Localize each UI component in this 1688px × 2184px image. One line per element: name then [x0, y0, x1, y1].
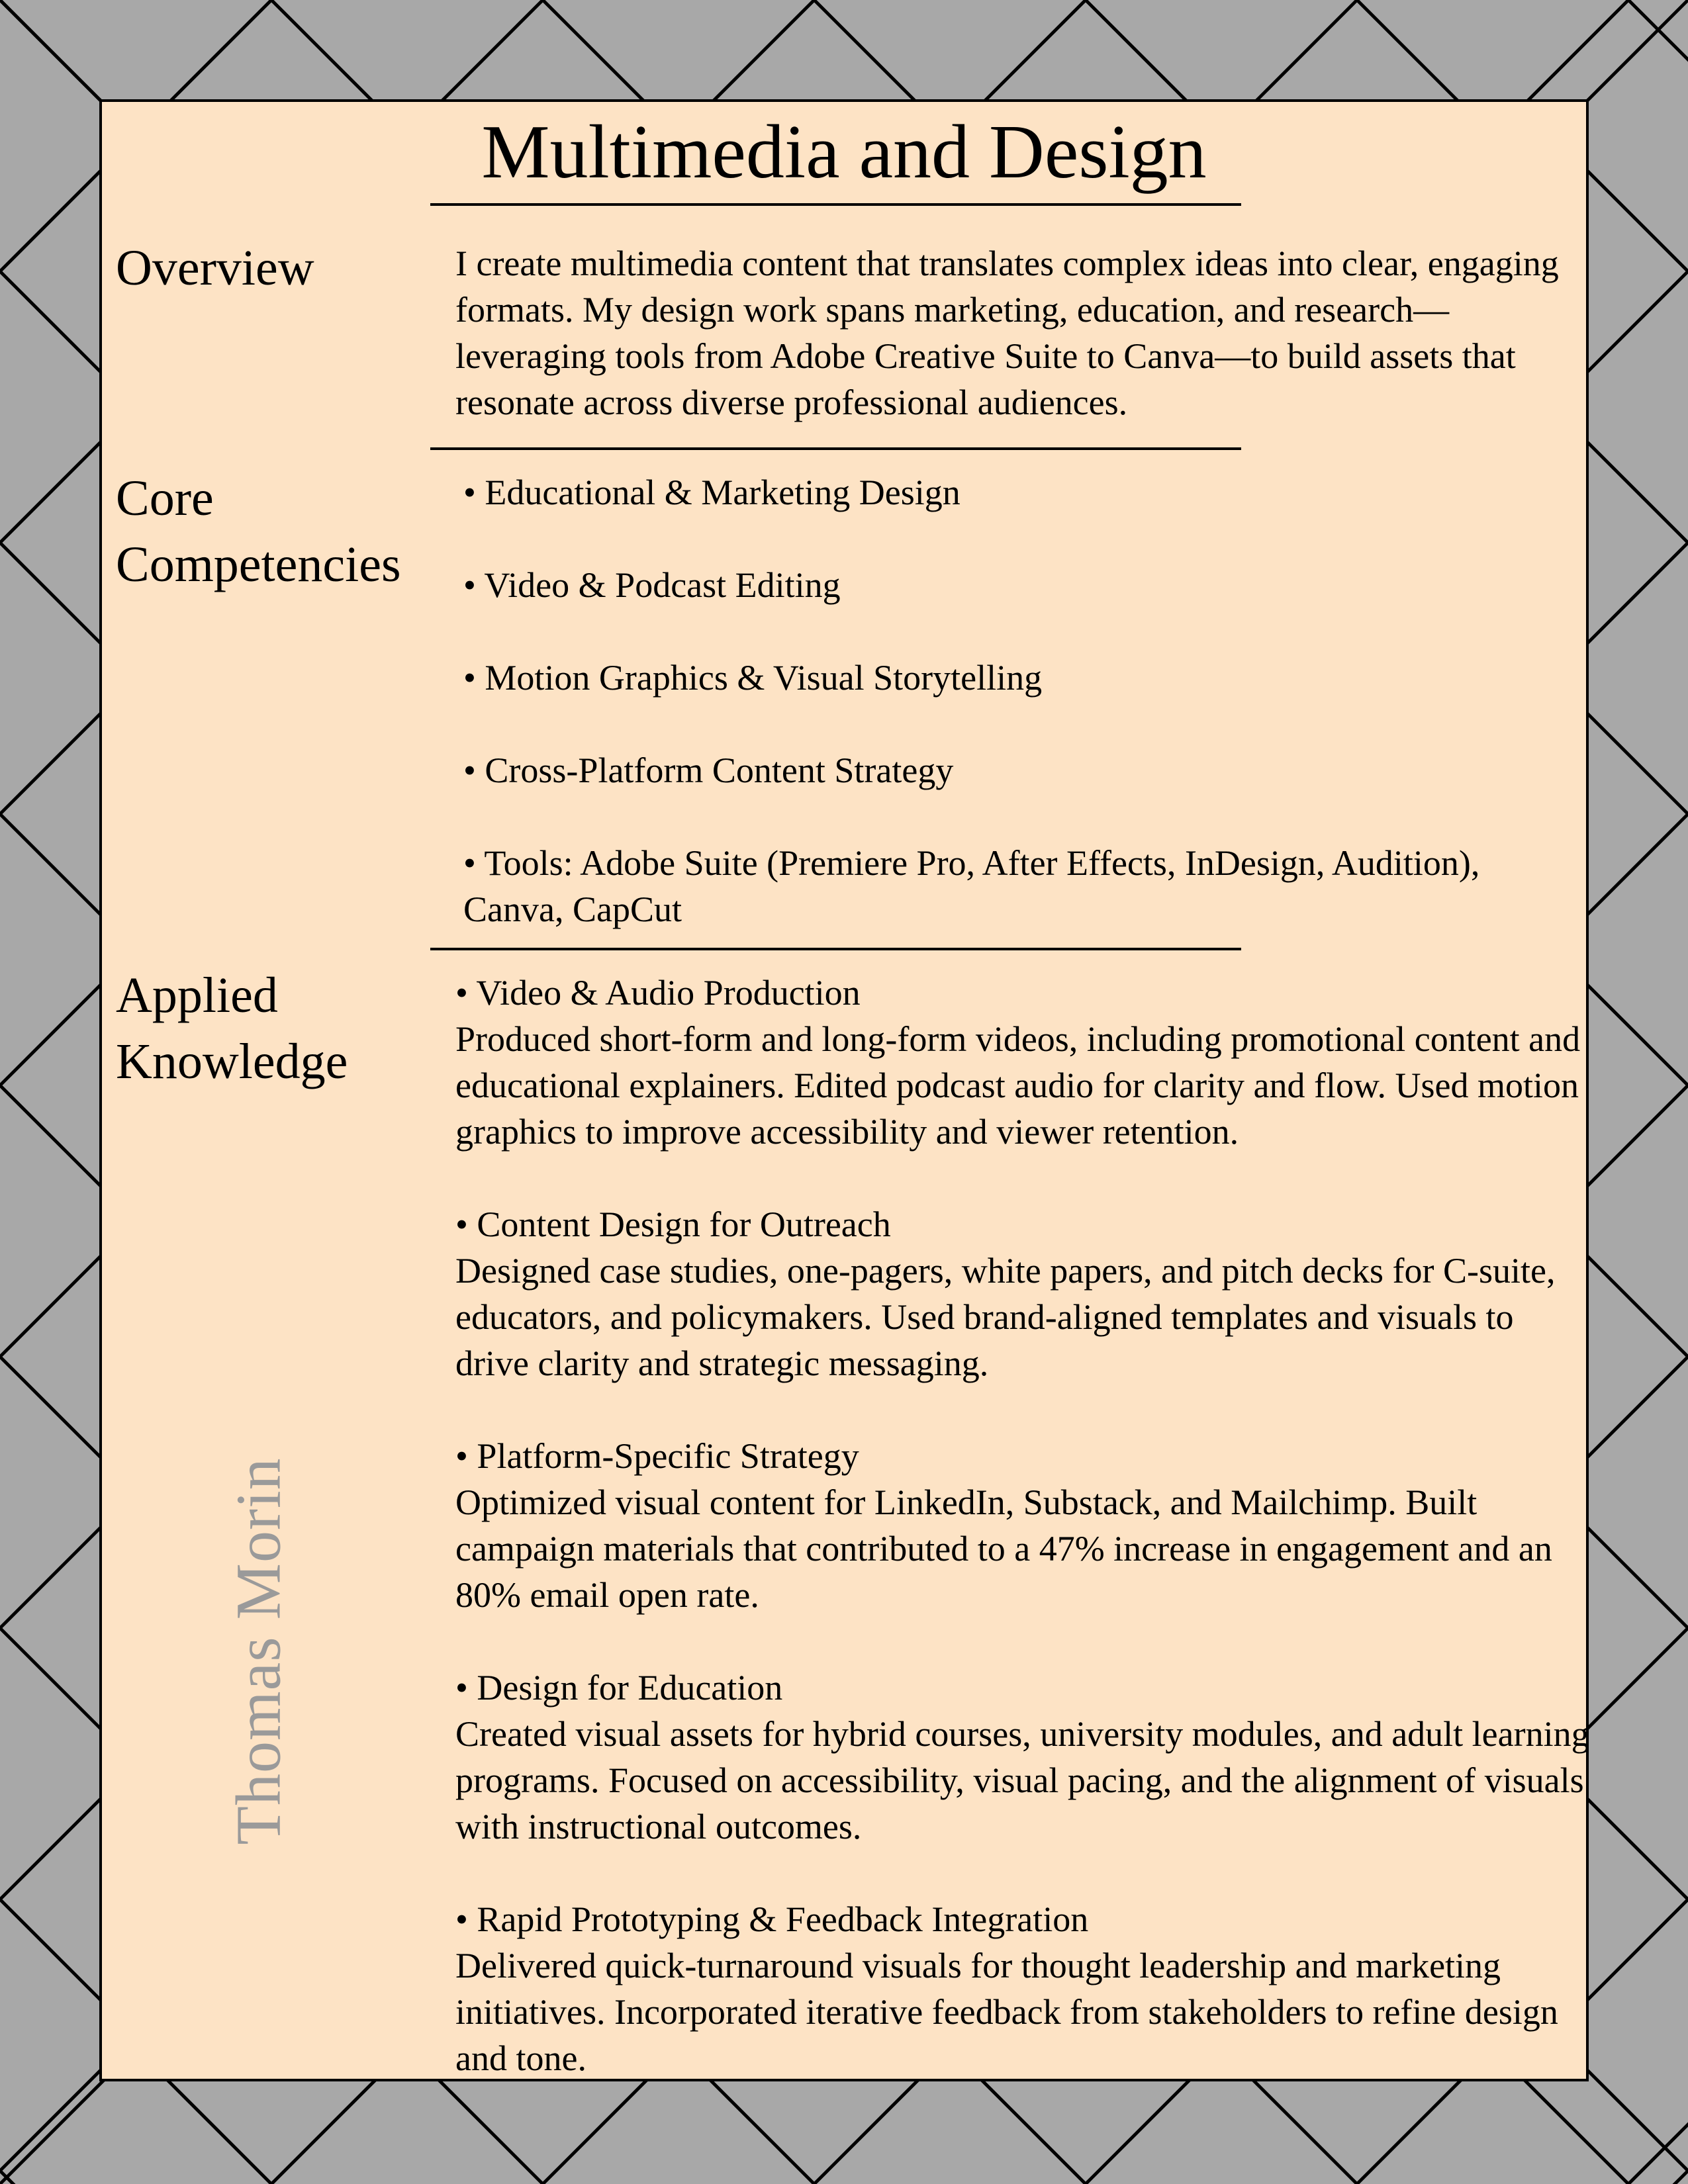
knowledge-label-line1: Applied [116, 968, 278, 1023]
knowledge-item [455, 1896, 1595, 2081]
knowledge-item-text: Produced short-form and long-form videos, including promotional content and educational explainers. Edited podcast audio for clarity and flow. Used motion graphics to improve accessibility and viewer retention. [455, 1019, 1581, 1152]
competency-item: • Video & Podcast Editing [463, 565, 841, 605]
knowledge-label-line2: Knowledge [116, 1034, 348, 1089]
knowledge-item [455, 1664, 1595, 1850]
competency-item: • Tools: Adobe Suite (Premiere Pro, After Effects, InDesign, Audition), Canva, CapCut [463, 843, 1480, 929]
overview-text: I create multimedia content that translates complex ideas into clear, engaging formats. My design work spans marketing, education, and research—leveraging tools from Adobe Creative Suite to Canva—to build assets that resonate across diverse professional audiences. [455, 244, 1559, 422]
knowledge-item-heading: • Design for Education [455, 1668, 783, 1707]
overview-divider [430, 447, 1241, 450]
competency-item: • Cross-Platform Content Strategy [463, 751, 954, 790]
knowledge-item-text: Created visual assets for hybrid courses, university modules, and adult learning programs. Focused on accessibility, visual pacing, and the alignment of visuals with instructional outcomes. [455, 1714, 1589, 1846]
knowledge-item-text: Delivered quick-turnaround visuals for thought leadership and marketing initiatives. Incorporated iterative feedback from stakeholders to refine design and tone. [455, 1946, 1558, 2078]
knowledge-item [455, 1433, 1595, 1618]
competency-item: • Educational & Marketing Design [463, 473, 961, 512]
competencies-divider [430, 948, 1241, 950]
knowledge-item [455, 1201, 1595, 1387]
page-title: Multimedia and Design [481, 110, 1207, 195]
title-underline [430, 203, 1241, 206]
competencies-label-line1: Core [116, 471, 214, 526]
overview-label: Overview [116, 240, 314, 296]
competency-item: • Motion Graphics & Visual Storytelling [463, 658, 1043, 698]
knowledge-item-heading: • Content Design for Outreach [455, 1205, 891, 1244]
knowledge-item-heading: • Video & Audio Production [455, 973, 861, 1013]
author-watermark: Thomas Morin [222, 1457, 294, 1845]
competencies-label-line2: Competencies [116, 537, 401, 592]
knowledge-item-heading: • Platform-Specific Strategy [455, 1436, 859, 1476]
knowledge-item-heading: • Rapid Prototyping & Feedback Integration [455, 1899, 1089, 1939]
knowledge-item-text: Optimized visual content for LinkedIn, Substack, and Mailchimp. Built campaign materials that contributed to a 47% increase in engagement and an 80% email open rate. [455, 1482, 1552, 1615]
knowledge-item [455, 970, 1595, 1155]
knowledge-item-text: Designed case studies, one-pagers, white papers, and pitch decks for C-suite, educators, and policymakers. Used brand-aligned templates and visuals to drive clarity and strategic messaging. [455, 1251, 1556, 1383]
